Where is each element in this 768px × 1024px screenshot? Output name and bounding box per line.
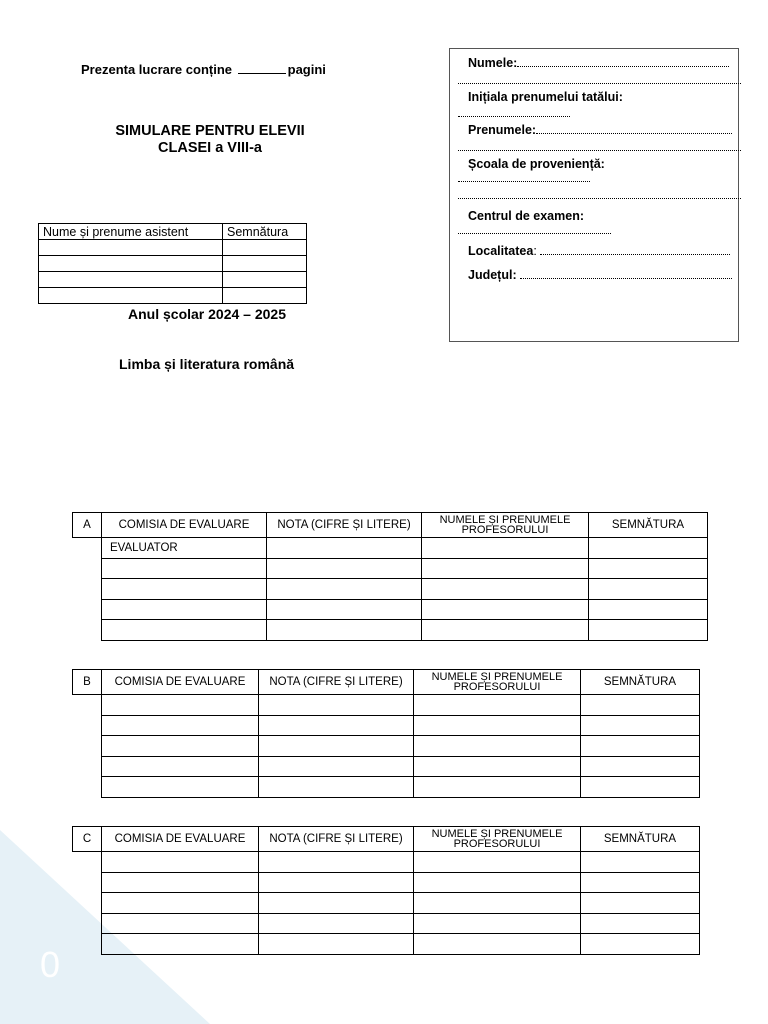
prenumele-label xyxy=(468,123,732,137)
page-number: 0 xyxy=(40,944,61,985)
signature-cell[interactable] xyxy=(581,893,700,914)
commission-header: COMISIA DE EVALUARE xyxy=(102,670,259,695)
teacher-name-header: NUMELE ȘI PRENUMELE PROFESORULUI xyxy=(414,670,581,695)
exam-title xyxy=(60,123,360,157)
exam-title-line1: SIMULARE PENTRU ELEVII xyxy=(115,123,305,139)
table-row xyxy=(73,756,700,777)
grade-cell[interactable] xyxy=(259,756,414,777)
empty-cell xyxy=(73,777,102,798)
empty-cell xyxy=(73,579,102,600)
localitatea-dots[interactable] xyxy=(540,253,730,255)
teacher-name-cell[interactable] xyxy=(414,736,581,757)
empty-cell xyxy=(73,736,102,757)
grade-cell[interactable] xyxy=(259,777,414,798)
scoala-dots-line2[interactable] xyxy=(458,197,741,199)
assistant-signature-cell[interactable] xyxy=(223,240,307,256)
grading-table-c xyxy=(72,826,700,955)
signature-cell[interactable] xyxy=(589,538,708,559)
table-row xyxy=(73,852,700,873)
signature-cell[interactable] xyxy=(581,852,700,873)
table-letter: B xyxy=(73,670,102,695)
assistant-name-cell[interactable] xyxy=(39,288,223,304)
commission-cell[interactable] xyxy=(102,715,259,736)
assistant-name-header: Nume și prenume asistent xyxy=(39,224,223,240)
empty-cell xyxy=(73,872,102,893)
localitatea-colon: : xyxy=(533,244,537,258)
page-count-line xyxy=(81,62,326,77)
signature-cell[interactable] xyxy=(581,756,700,777)
signature-cell[interactable] xyxy=(589,620,708,641)
teacher-name-cell[interactable] xyxy=(414,852,581,873)
empty-cell xyxy=(73,599,102,620)
grade-cell[interactable] xyxy=(259,736,414,757)
empty-cell xyxy=(73,852,102,873)
table-row xyxy=(73,715,700,736)
localitatea-label xyxy=(468,244,730,258)
table-row xyxy=(73,558,708,579)
teacher-name-header: NUMELE ȘI PRENUMELE PROFESORULUI xyxy=(422,513,589,538)
centrul-label: Centrul de examen: xyxy=(468,209,585,223)
centrul-dots[interactable] xyxy=(458,232,611,234)
table-row xyxy=(73,579,708,600)
grade-header: NOTA (CIFRE ȘI LITERE) xyxy=(267,513,422,538)
teacher-name-cell[interactable] xyxy=(414,715,581,736)
signature-cell[interactable] xyxy=(581,934,700,955)
judetul-text: Județul: xyxy=(468,268,517,282)
table-row xyxy=(73,934,700,955)
grade-cell[interactable] xyxy=(259,934,414,955)
table-row xyxy=(73,736,700,757)
numele-text: Numele: xyxy=(468,56,518,70)
commission-cell[interactable] xyxy=(102,777,259,798)
table-row xyxy=(73,872,700,893)
judetul-label xyxy=(468,268,732,282)
commission-cell[interactable] xyxy=(102,852,259,873)
table-row xyxy=(73,913,700,934)
student-id-box xyxy=(449,48,739,342)
empty-cell xyxy=(73,715,102,736)
commission-cell[interactable] xyxy=(102,913,259,934)
table-letter: A xyxy=(73,513,102,538)
assistant-table-row xyxy=(39,256,307,272)
page-count-prefix: Prezenta lucrare conține xyxy=(81,62,232,77)
empty-cell xyxy=(73,893,102,914)
assistant-signature-cell[interactable] xyxy=(223,288,307,304)
grade-cell[interactable] xyxy=(259,695,414,716)
signature-cell[interactable] xyxy=(589,558,708,579)
grade-cell[interactable] xyxy=(267,538,422,559)
empty-cell xyxy=(73,558,102,579)
assistant-table-row xyxy=(39,272,307,288)
empty-cell xyxy=(73,620,102,641)
table-row xyxy=(73,695,700,716)
teacher-name-cell[interactable] xyxy=(422,620,589,641)
signature-header: SEMNĂTURA xyxy=(589,513,708,538)
grading-table-header xyxy=(73,670,700,695)
commission-cell[interactable] xyxy=(102,736,259,757)
school-year: Anul școlar 2024 – 2025 xyxy=(128,306,286,322)
grading-table-a xyxy=(72,512,708,641)
commission-cell[interactable] xyxy=(102,558,267,579)
signature-cell[interactable] xyxy=(581,736,700,757)
grade-cell[interactable] xyxy=(259,872,414,893)
commission-cell[interactable] xyxy=(102,756,259,777)
signature-cell[interactable] xyxy=(581,872,700,893)
numele-dots[interactable] xyxy=(517,65,729,67)
grade-cell[interactable] xyxy=(267,620,422,641)
grading-table-b xyxy=(72,669,700,798)
scoala-label: Școala de proveniență: xyxy=(468,157,605,171)
empty-cell xyxy=(73,695,102,716)
signature-header: SEMNĂTURA xyxy=(581,827,700,852)
initiala-label: Inițiala prenumelui tatălui: xyxy=(468,90,623,104)
table-row xyxy=(73,777,700,798)
teacher-name-cell[interactable] xyxy=(422,599,589,620)
assistant-signature-header: Semnătura xyxy=(223,224,307,240)
empty-cell xyxy=(73,538,102,559)
commission-cell[interactable] xyxy=(102,872,259,893)
prenumele-dots[interactable] xyxy=(536,132,732,134)
empty-cell xyxy=(73,934,102,955)
signature-cell[interactable] xyxy=(589,599,708,620)
grade-cell[interactable] xyxy=(267,599,422,620)
signature-cell[interactable] xyxy=(581,715,700,736)
teacher-name-cell[interactable] xyxy=(414,934,581,955)
localitatea-text: Localitatea xyxy=(468,244,534,258)
grade-cell[interactable] xyxy=(259,715,414,736)
prenumele-dots-line2[interactable] xyxy=(458,149,741,151)
assistant-name-cell[interactable] xyxy=(39,240,223,256)
judetul-dots[interactable] xyxy=(520,277,732,279)
exam-title-line2: CLASEI a VIII-a xyxy=(158,140,262,156)
assistant-table xyxy=(38,223,307,304)
grade-header: NOTA (CIFRE ȘI LITERE) xyxy=(259,670,414,695)
assistant-table-row xyxy=(39,288,307,304)
prenumele-text: Prenumele: xyxy=(468,123,537,137)
signature-cell[interactable] xyxy=(581,695,700,716)
commission-cell[interactable] xyxy=(102,620,267,641)
signature-cell[interactable] xyxy=(581,777,700,798)
numele-label xyxy=(468,56,729,70)
grade-cell[interactable] xyxy=(259,852,414,873)
initiala-dots[interactable] xyxy=(458,115,570,117)
teacher-name-cell[interactable] xyxy=(414,913,581,934)
teacher-name-cell[interactable] xyxy=(422,538,589,559)
assistant-signature-cell[interactable] xyxy=(223,272,307,288)
teacher-name-cell[interactable] xyxy=(414,893,581,914)
table-letter: C xyxy=(73,827,102,852)
table-row xyxy=(73,620,708,641)
grading-table-header xyxy=(73,513,708,538)
grade-cell[interactable] xyxy=(259,913,414,934)
commission-cell[interactable] xyxy=(102,695,259,716)
commission-cell[interactable] xyxy=(102,893,259,914)
assistant-table-row xyxy=(39,240,307,256)
teacher-name-cell[interactable] xyxy=(422,579,589,600)
empty-cell xyxy=(73,756,102,777)
signature-cell[interactable] xyxy=(589,579,708,600)
grade-header: NOTA (CIFRE ȘI LITERE) xyxy=(259,827,414,852)
evaluator-label: EVALUATOR xyxy=(102,538,267,559)
empty-cell xyxy=(73,913,102,934)
table-row xyxy=(73,599,708,620)
commission-cell[interactable] xyxy=(102,599,267,620)
scoala-dots[interactable] xyxy=(458,180,590,182)
grade-cell[interactable] xyxy=(267,579,422,600)
commission-cell[interactable] xyxy=(102,579,267,600)
teacher-name-cell[interactable] xyxy=(422,558,589,579)
subject: Limba și literatura română xyxy=(119,356,295,372)
teacher-name-cell[interactable] xyxy=(414,695,581,716)
assistant-name-cell[interactable] xyxy=(39,272,223,288)
numele-dots-line2[interactable] xyxy=(458,82,741,84)
commission-header: COMISIA DE EVALUARE xyxy=(102,827,259,852)
grade-cell[interactable] xyxy=(259,893,414,914)
signature-header: SEMNĂTURA xyxy=(581,670,700,695)
assistant-name-cell[interactable] xyxy=(39,256,223,272)
grade-cell[interactable] xyxy=(267,558,422,579)
commission-cell[interactable] xyxy=(102,934,259,955)
grading-table-header xyxy=(73,827,700,852)
table-row xyxy=(73,893,700,914)
teacher-name-cell[interactable] xyxy=(414,756,581,777)
assistant-table-header xyxy=(39,224,307,240)
commission-header: COMISIA DE EVALUARE xyxy=(102,513,267,538)
page-count-blank xyxy=(238,62,286,74)
teacher-name-header: NUMELE ȘI PRENUMELE PROFESORULUI xyxy=(414,827,581,852)
table-row xyxy=(73,538,708,559)
teacher-name-cell[interactable] xyxy=(414,872,581,893)
assistant-signature-cell[interactable] xyxy=(223,256,307,272)
teacher-name-cell[interactable] xyxy=(414,777,581,798)
signature-cell[interactable] xyxy=(581,913,700,934)
page-count-suffix: pagini xyxy=(287,62,326,77)
